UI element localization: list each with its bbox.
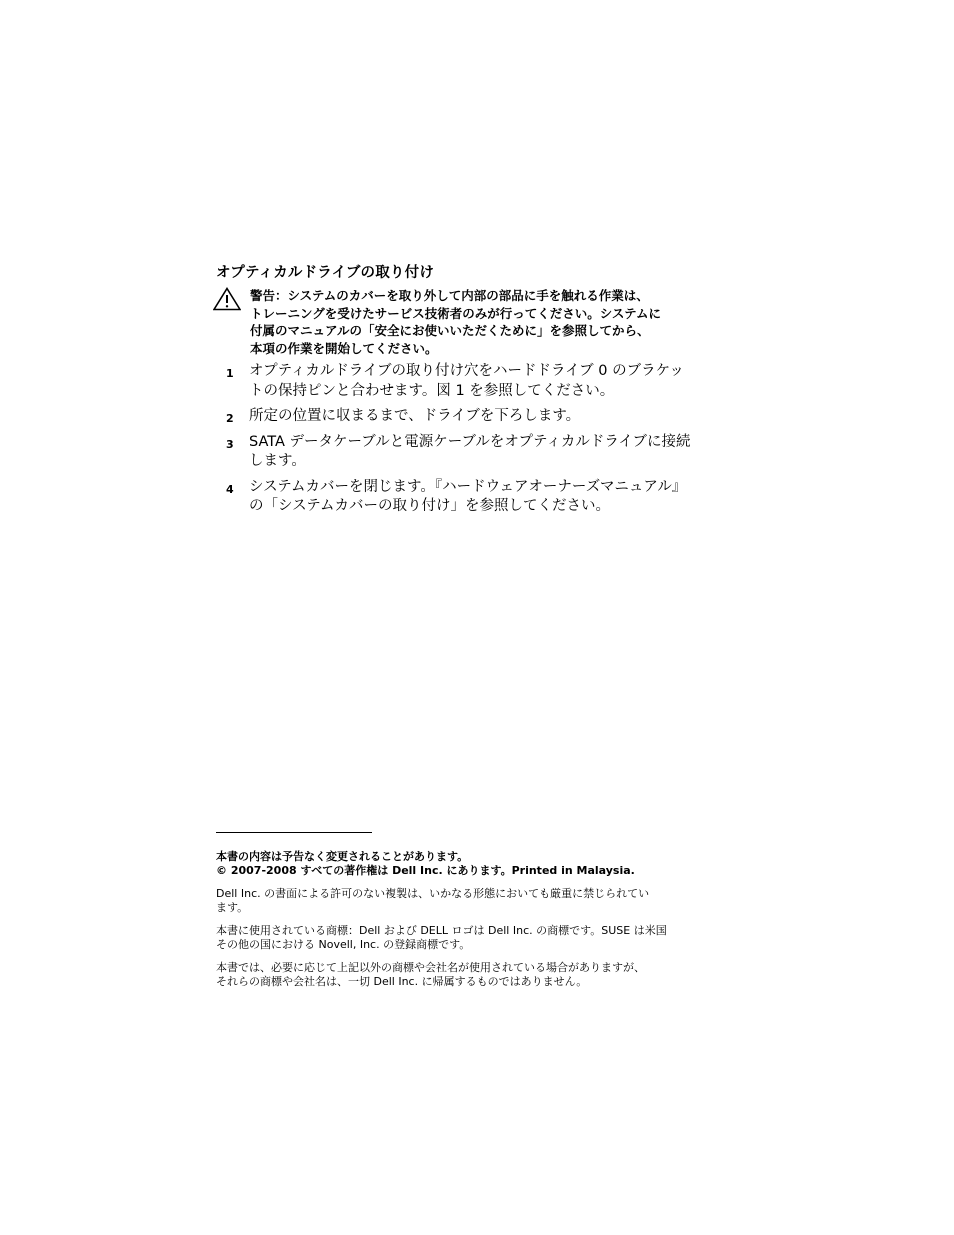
footer-divider — [216, 832, 372, 833]
warning-line: 警告：システムのカバーを取り外して内部の部品に手を触れる作業は、 — [250, 288, 649, 303]
footer-paragraph-line: ます。 — [216, 901, 249, 914]
warning-text — [250, 287, 750, 357]
warning-line: 付属のマニュアルの「安全にお使いいただくために」を参照してから、 — [250, 323, 650, 339]
footer-notice-line: 本書の内容は予告なく変更されることがあります。 — [216, 850, 469, 863]
step-number: 1 — [226, 367, 234, 380]
step-text-line: オプティカルドライブの取り付け穴をハードドライブ 0 のブラケッ — [249, 363, 684, 379]
footer-paragraph-line: その他の国における Novell, Inc. の登録商標です。 — [216, 938, 471, 951]
footer-paragraph — [216, 961, 721, 989]
step-text-line: トの保持ピンと合わせます。図 1 を参照してください。 — [249, 382, 615, 399]
footer-paragraph — [216, 924, 721, 952]
step-number: 2 — [226, 412, 234, 425]
step-number: 4 — [226, 482, 234, 496]
section-title: オプティカルドライブの取り付け — [216, 265, 435, 281]
warning-triangle-icon — [213, 287, 241, 311]
footer-paragraph — [216, 887, 721, 915]
step-item — [226, 478, 726, 517]
step-text-line: SATA データケーブルと電源ケーブルをオプティカルドライブに接続 — [249, 433, 691, 450]
footer-paragraph-line: 本書に使用されている商標：Dell および DELL ロゴは Dell Inc. の商標です。SUSE は米国 — [216, 924, 667, 937]
step-item — [226, 362, 726, 401]
warning-line: トレーニングを受けたサービス技術者のみが行ってください。システムに — [250, 305, 662, 321]
footer-paragraph-line: Dell Inc. の書面による許可のない複製は、いかなる形態においても厳重に禁じられてい — [216, 887, 650, 900]
step-text-line: 所定の位置に収まるまで、ドライブを下ろします。 — [249, 408, 581, 424]
step-number: 3 — [226, 437, 234, 451]
footer-paragraph-line: それらの商標や会社名は、一切 Dell Inc. に帰属するものではありません。 — [216, 975, 588, 988]
step-text-line: の「システムカバーの取り付け」を参照してください。 — [249, 498, 611, 514]
step-item — [226, 407, 726, 427]
legal-footer — [216, 850, 721, 989]
step-item — [226, 433, 726, 472]
warning-line: 本項の作業を開始してください。 — [250, 340, 438, 356]
footer-notice — [216, 850, 721, 878]
step-text-line: システムカバーを閉じます。『ハードウェアオーナーズマニュアル』 — [249, 478, 687, 495]
footer-paragraph-line: 本書では、必要に応じて上記以外の商標や会社名が使用されている場合がありますが、 — [216, 961, 645, 974]
procedure-steps — [226, 362, 726, 523]
copyright-line: © 2007-2008 すべての著作権は Dell Inc. にあります。Printed in Malaysia. — [216, 864, 635, 877]
step-text-line: します。 — [249, 453, 306, 469]
